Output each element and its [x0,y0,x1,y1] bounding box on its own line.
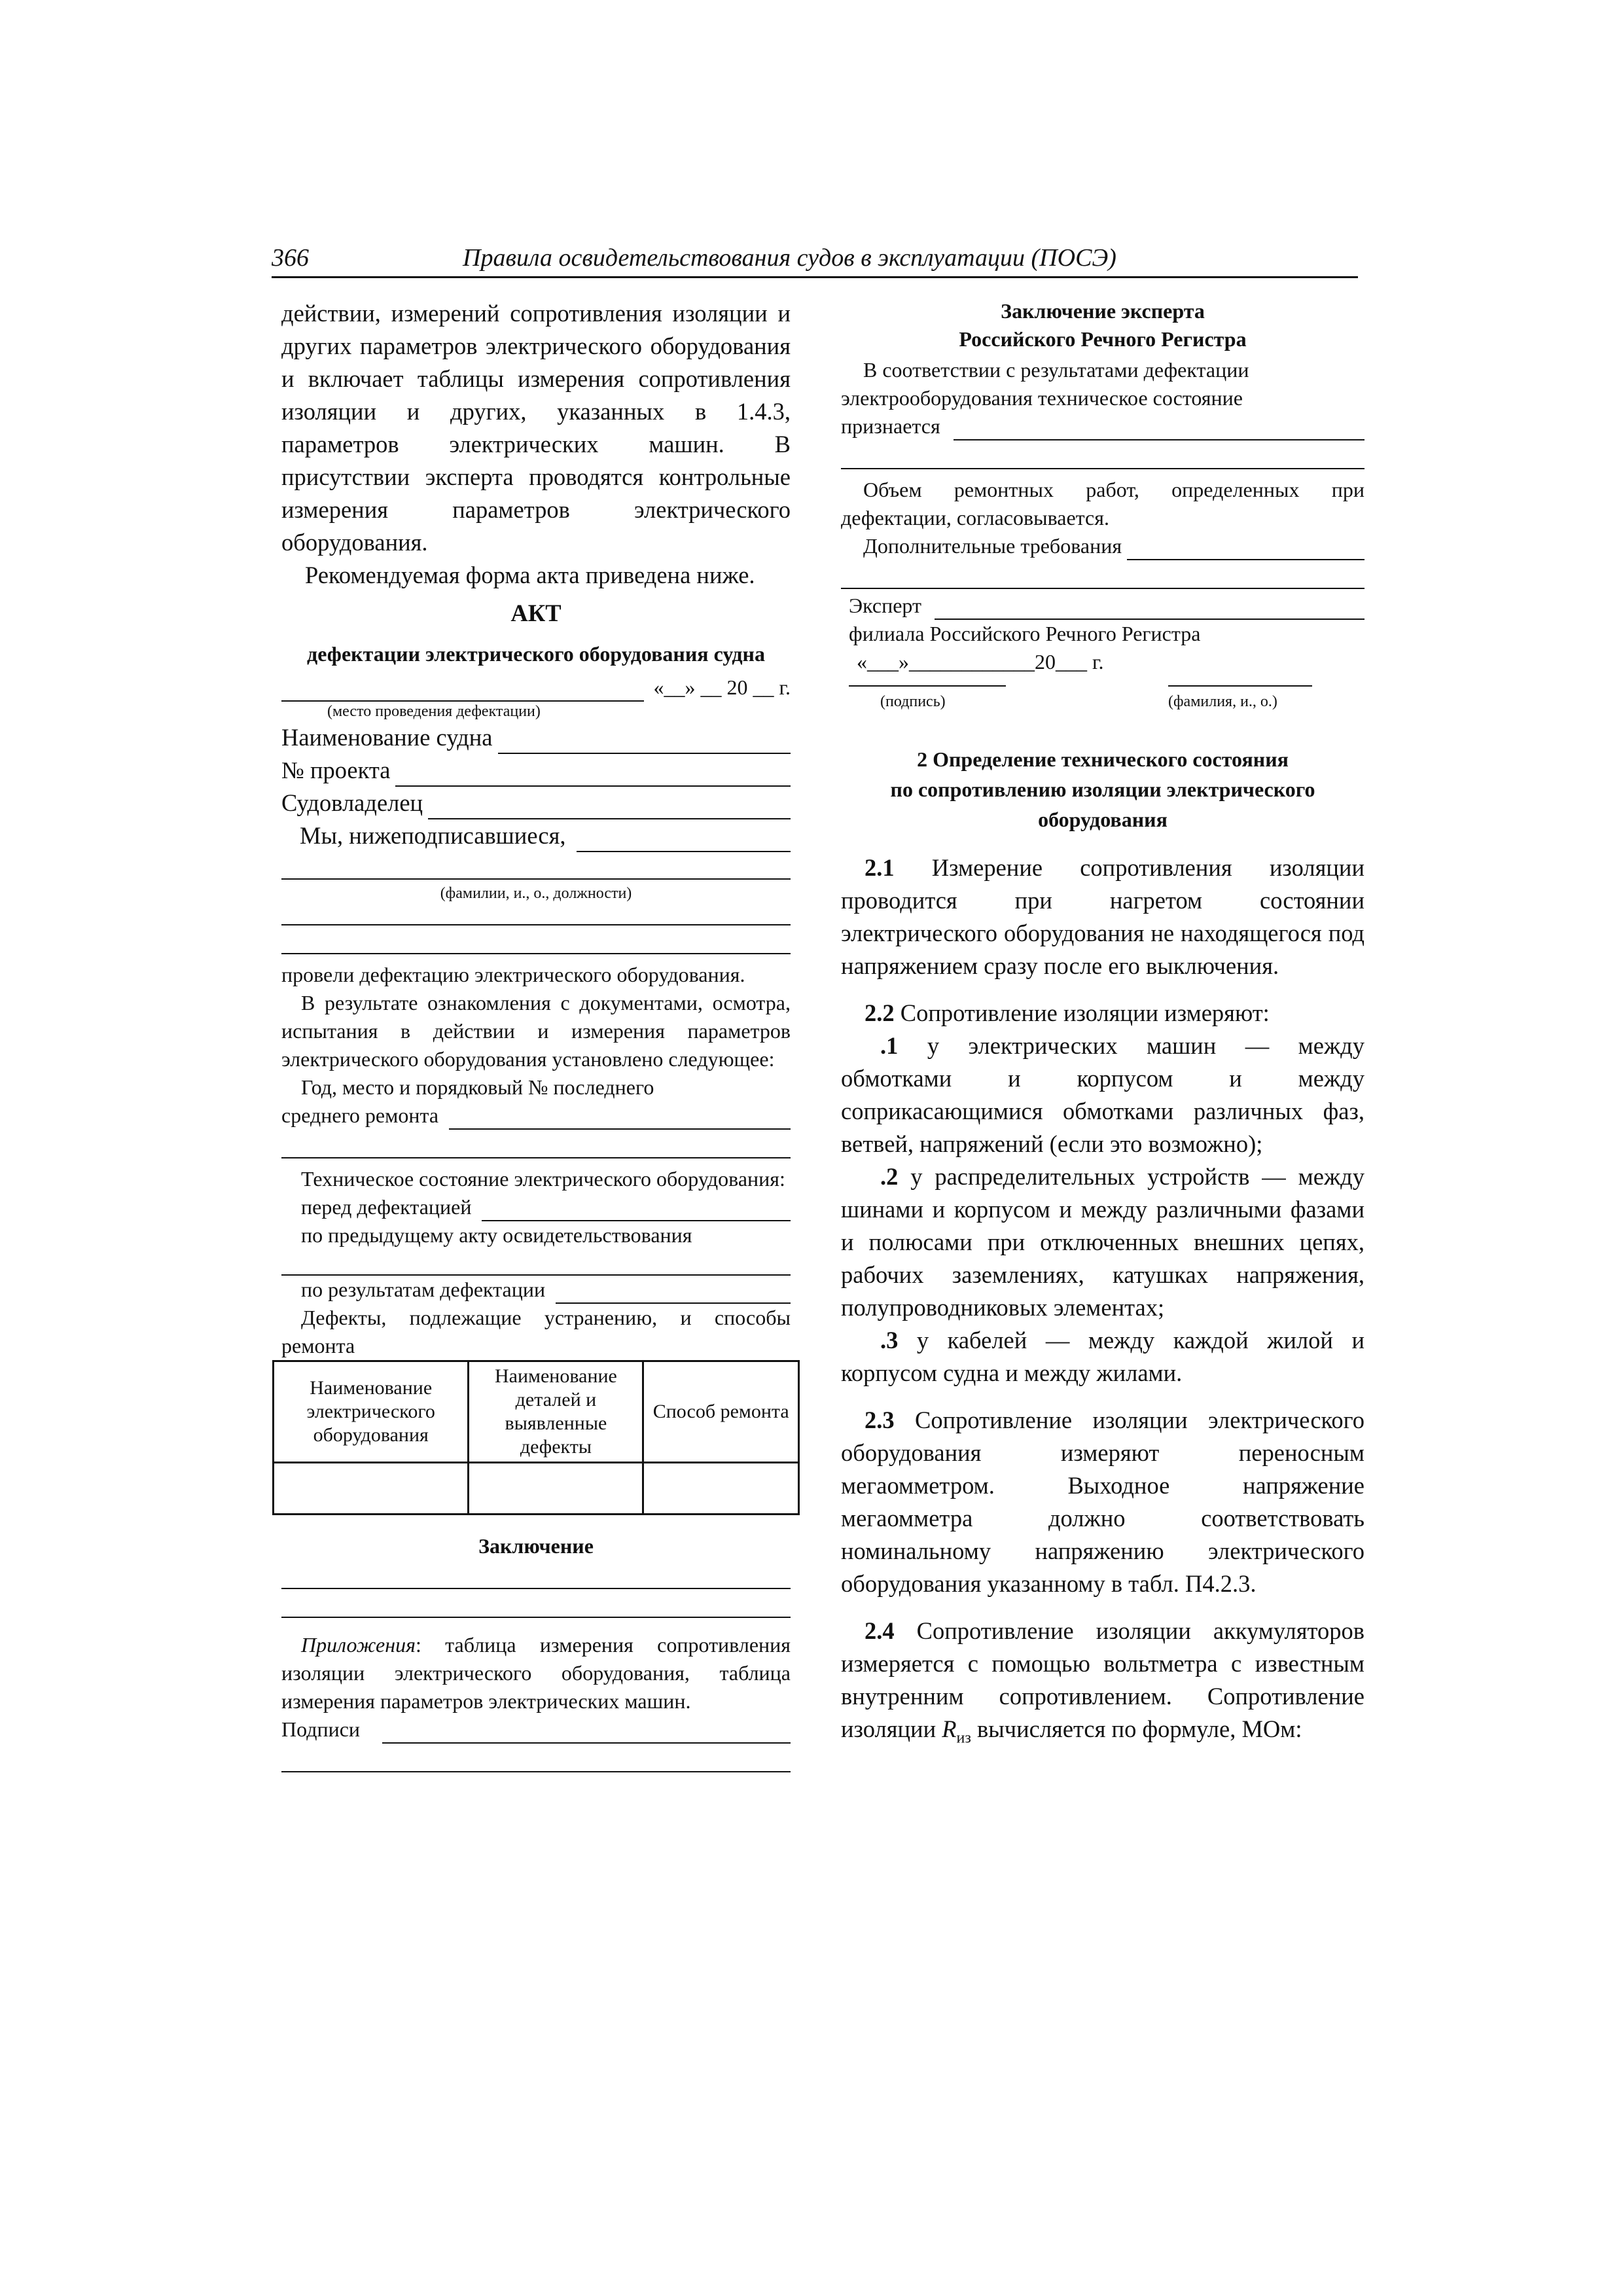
table-cell[interactable] [643,1463,799,1515]
shipowner-field [281,787,791,819]
vessel-name-field [281,721,791,754]
prev-act-label: по предыдущему акту освидетельствования [301,1223,692,1247]
last-repair-blank[interactable] [449,1109,791,1130]
expert-title-1: Заключение эксперта [1001,299,1205,323]
accordance-line-1: В соответствии с результатами дефектации [863,358,1249,382]
results-blank[interactable] [556,1283,791,1304]
expert-label: Эксперт [849,594,921,617]
before-label: перед дефектацией [301,1195,472,1219]
names-caption: (фамилии, и., о., должности) [440,885,632,902]
additional-blank[interactable] [1127,539,1364,560]
last-repair-label: среднего ремонта [281,1103,439,1127]
clause-number: 2.3 [865,1407,895,1433]
signatures-blank[interactable] [382,1723,791,1744]
item-number: .1 [880,1032,899,1059]
names-line[interactable] [281,877,791,880]
recommended-paragraph: Рекомендуемая форма акта приведена ниже. [305,562,755,588]
vessel-name-label: Наименование судна [281,724,493,751]
expert-field [841,592,1364,620]
clause-number: 2.4 [865,1617,895,1644]
item-number: .2 [880,1163,899,1190]
tech-state-text: Техническое состояние электрического оборудования: [301,1167,785,1191]
additional-line-2[interactable] [841,586,1364,589]
clause-2-4 [841,1615,1364,1754]
item-3 [841,1324,1364,1390]
item-1 [841,1030,1364,1160]
last-repair-line-2[interactable] [281,1156,791,1158]
table-header-cell: Наименование деталей и выявленные дефекты [469,1361,643,1463]
page-number: 366 [272,244,309,272]
signature-caption: (подпись) [880,693,946,710]
name-blank[interactable] [1168,685,1312,687]
formula-subscript: из [956,1729,971,1747]
clause-text: Сопротивление изоляции аккумуляторов измеряется с помощью вольтметра с известным внутренним сопротивлением. Сопротивление изоляции [841,1617,1364,1742]
signature-block [841,685,1364,725]
place-blank[interactable] [281,681,644,702]
before-blank[interactable] [482,1200,791,1221]
clause-number: 2.2 [865,999,895,1026]
akt-title: АКТ [510,600,562,626]
clause-text: Сопротивление изоляции измеряют: [894,999,1270,1026]
vessel-name-blank[interactable] [498,733,791,754]
conclusion-title: Заключение [478,1534,594,1558]
project-blank[interactable] [395,766,791,787]
project-label: № проекта [281,757,391,783]
expert-date: «___»____________20___ г. [857,650,1104,673]
item-text: у электрических машин — между обмотками и корпусом и между соприкасающимися обмотками различных фаз, ветвей, напряжений (если это возможно); [841,1032,1364,1157]
last-repair-field [281,1102,791,1130]
results-field [281,1276,791,1304]
place-date-line [281,673,791,702]
undersigned-field [281,819,791,852]
section-title-1: 2 Определение технического состояния [917,747,1289,771]
table-cell[interactable] [469,1463,643,1515]
shipowner-blank[interactable] [428,798,791,819]
recognized-line-2[interactable] [841,467,1364,469]
accordance-line-2: электрооборудования техническое состояние [841,386,1243,410]
results-label: по результатам дефектации [301,1278,546,1301]
akt-subtitle: дефектации электрического оборудования судна [307,642,765,666]
section-title-2: по сопротивлению изоляции электрического [890,778,1315,801]
clause-2-1 [841,852,1364,982]
intro-paragraph: действии, измерений сопротивления изоляции и других параметров электрического оборудования и включает таблицы измерения сопротивления изоляции и других, указанных в 1.4.3, параметров электрических машин. В присутствии эксперта проводятся контрольные измерения параметров электрического оборудования. [281,300,791,556]
formula-variable: R [942,1715,957,1742]
name-caption: (фамилия, и., о.) [1168,693,1277,710]
running-title: Правила освидетельствования судов в эксплуатации (ПОСЭ) [463,244,1116,272]
page-header [272,240,1358,278]
item-text: у кабелей — между каждой жилой и корпусом судна и между жилами. [841,1327,1364,1386]
scope-paragraph: Объем ремонтных работ, определенных при дефектации, согласовывается. [841,478,1364,529]
shipowner-label: Судовладелец [281,789,423,816]
names-line-3[interactable] [281,952,791,954]
signature-blank[interactable] [849,685,1006,687]
left-column [281,297,791,1772]
clause-text: Сопротивление изоляции электрического оборудования измеряют переносным мегаомметром. Выходное напряжение мегаомметра должно соответствовать номинальному напряжению электрического оборудования указанному в табл. П4.2.3. [841,1407,1364,1597]
table-header-cell: Наименование электрического оборудования [274,1361,469,1463]
item-text: у распределительных устройств — между шинами и корпусом и между различными фазами и полюсами при отключенных внешних цепях, рабочих заземлениях, катушках напряжения, полупроводниковых элементах; [841,1163,1364,1321]
right-column [841,297,1364,1754]
table-row [274,1463,799,1515]
table-header-cell: Способ ремонта [643,1361,799,1463]
clause-2-3 [841,1404,1364,1600]
appendix-text: : таблица измерения сопротивления изоляции электрического оборудования, таблица измерения параметров электрических машин. [281,1633,791,1713]
signatures-field [281,1715,791,1744]
recognized-field [841,412,1364,440]
before-field [281,1193,791,1221]
defects-paragraph: Дефекты, подлежащие устранению, и способы ремонта [281,1306,791,1357]
branch-line: филиала Российского Речного Регистра [849,622,1201,645]
conclusion-line-2[interactable] [281,1615,791,1618]
table-header-row [274,1361,799,1463]
akt-date: «__» __ 20 __ г. [653,675,791,699]
item-number: .3 [880,1327,899,1354]
table-cell[interactable] [274,1463,469,1515]
defects-table [272,1360,800,1515]
item-2 [841,1160,1364,1324]
place-caption: (место проведения дефектации) [327,703,541,720]
project-field [281,754,791,787]
signatures-line-2[interactable] [281,1770,791,1772]
last-repair-line-1: Год, место и порядковый № последнего [301,1075,654,1099]
appendix-paragraph [281,1631,791,1715]
appendix-label: Приложения [301,1633,416,1657]
performed-text: провели дефектацию электрического оборудования. [281,963,745,986]
clause-2-2 [841,997,1364,1030]
expert-title-2: Российского Речного Регистра [959,327,1247,351]
additional-label: Дополнительные требования [863,534,1122,558]
names-line-2[interactable] [281,923,791,925]
additional-field [841,532,1364,560]
recognized-label: признается [841,414,940,438]
section-title-3: оборудования [1038,808,1168,831]
clause-text-end: вычисляется по формуле, МОм: [971,1715,1302,1742]
signatures-label: Подписи [281,1717,361,1741]
undersigned-label: Мы, нижеподписавшиеся, [300,822,566,849]
clause-number: 2.1 [865,854,895,881]
recognized-blank[interactable] [954,420,1364,440]
expert-blank[interactable] [935,599,1364,620]
result-paragraph: В результате ознакомления с документами, осмотра, испытания в действии и измерения параметров электрического оборудования установлено следующее: [281,991,791,1071]
undersigned-blank[interactable] [577,831,791,852]
clause-text: Измерение сопротивления изоляции проводится при нагретом состоянии электрического оборудования не находящегося под напряжением сразу после его выключения. [841,854,1364,979]
conclusion-line-1[interactable] [281,1587,791,1589]
